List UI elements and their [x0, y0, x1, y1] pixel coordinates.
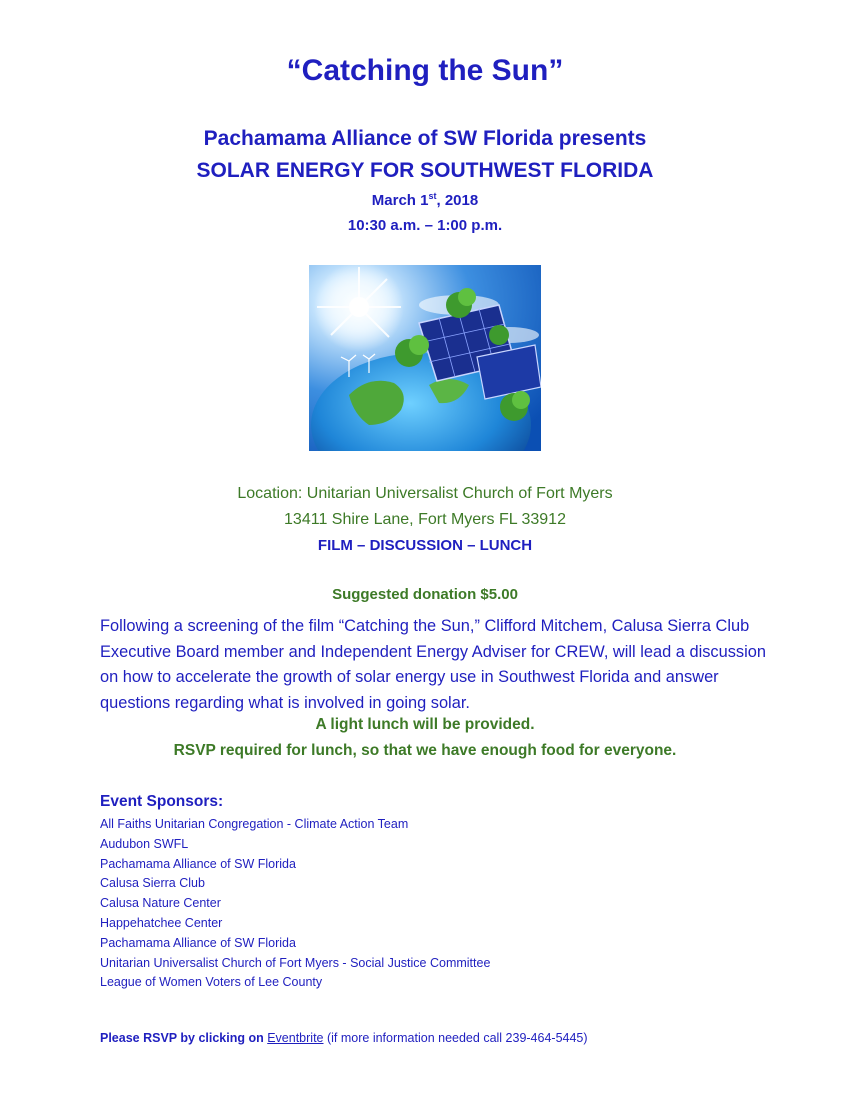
solar-earth-image	[309, 265, 541, 451]
sponsor-item: Calusa Nature Center	[100, 896, 221, 911]
date-suffix: st	[428, 191, 437, 201]
rsvp-contact: (if more information needed call 239-464-5445)	[326, 1031, 588, 1045]
event-date	[0, 191, 850, 209]
date-prefix: March 1	[371, 192, 429, 209]
event-time: 10:30 a.m. – 1:00 p.m.	[347, 217, 503, 234]
page-title: “Catching the Sun”	[286, 54, 564, 87]
program-outline: FILM – DISCUSSION – LUNCH	[317, 537, 533, 554]
lunch-note: A light lunch will be provided.	[315, 716, 535, 733]
sponsor-item: Happehatchee Center	[100, 915, 223, 930]
rsvp-lunch-note: RSVP required for lunch, so that we have enough food for everyone.	[173, 742, 677, 759]
eventbrite-link[interactable]: Eventbrite	[267, 1031, 324, 1045]
sponsor-item: Calusa Sierra Club	[100, 876, 205, 891]
suggested-donation: Suggested donation $5.00	[332, 586, 518, 603]
sponsor-item: Unitarian Universalist Church of Fort Myers - Social Justice Committee	[100, 955, 491, 970]
event-description: Following a screening of the film “Catching the Sun,” Clifford Mitchem, Calusa Sierra Club Executive Board member and Independent Energy Adviser for CREW, will lead a discussion on how to accelerate the growth of solar energy use in Southwest Florida and answer questions regarding what is involved in going solar.	[100, 617, 766, 712]
presenter-line: Pachamama Alliance of SW Florida presents	[203, 127, 647, 150]
sponsor-item: League of Women Voters of Lee County	[100, 975, 323, 990]
sponsor-item: Pachamama Alliance of SW Florida	[100, 935, 296, 950]
sponsors-list	[100, 815, 490, 993]
location-address: 13411 Shire Lane, Fort Myers FL 33912	[284, 511, 566, 528]
event-subtitle: SOLAR ENERGY FOR SOUTHWEST FLORIDA	[196, 159, 654, 182]
sponsor-item: Pachamama Alliance of SW Florida	[100, 856, 296, 871]
rsvp-lead: Please RSVP by clicking on	[100, 1031, 264, 1045]
sponsor-item: All Faiths Unitarian Congregation - Climate Action Team	[100, 817, 409, 831]
solar-earth-illustration	[309, 265, 541, 451]
sponsor-item: Audubon SWFL	[100, 836, 189, 851]
date-rest: , 2018	[436, 192, 479, 209]
location-line-1: Location: Unitarian Universalist Church of Fort Myers	[237, 485, 613, 502]
sponsors-heading: Event Sponsors:	[100, 793, 224, 810]
rsvp-footer	[100, 1031, 588, 1045]
